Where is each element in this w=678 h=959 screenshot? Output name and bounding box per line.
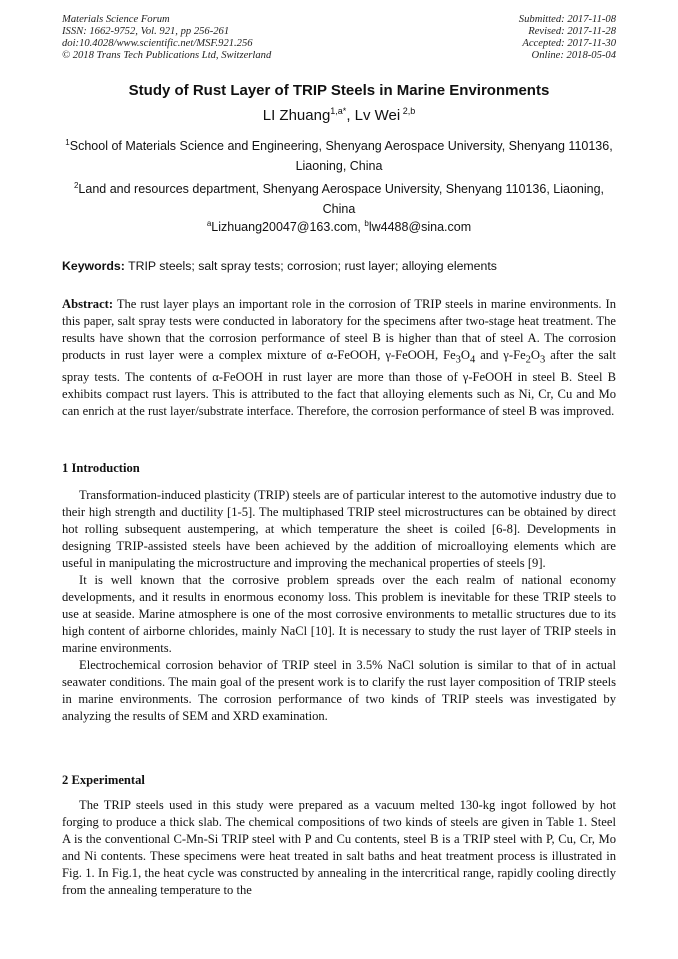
keywords (62, 259, 616, 273)
keywords-label: Keywords: (62, 259, 125, 273)
author-1: LI Zhuang (262, 107, 331, 124)
author-line (0, 106, 678, 124)
author-separator: , (346, 107, 355, 124)
abstract-text-2: and γ-Fe (475, 348, 526, 362)
affiliation-1-text: School of Materials Science and Engineering, Shenyang Aerospace University, Shenyang 110136, Liaoning, China (69, 139, 613, 174)
intro-paragraph: Transformation-induced plasticity (TRIP) steels are of particular interest to the automotive industry due to their high strength and ductility [1-5]. The multiphased TRIP steel microstructures can be obtained by direct hot rolling subsequent austempering, at which temperature the sheet is coiled [6-8]. Developments in designing TRIP-assisted steels have been achieved by the addition of microalloying elements which are useful in manipulating the microstructure and improving the mechanical properties of steels [9]. (62, 488, 616, 570)
intro-paragraph: It is well known that the corrosive problem spreads over the each realm of national economy developments, and it results in enormous economy loss. This problem is inevitable for these TRIP steels to use at seaside. Marine atmosphere is one of the most corrosive environments to metallic structures due to its high content of airborne chlorides, mainly NaCl [10]. It is necessary to study the rust layer of TRIP steels in marine environments. (62, 573, 616, 655)
email-b-mark: b (364, 219, 369, 228)
journal-info (62, 14, 271, 62)
section-heading-experimental: 2 Experimental (62, 773, 145, 787)
abstract-sub: 3 (455, 354, 461, 366)
author-2-affiliation: 2,b (400, 106, 416, 116)
submission-dates (519, 14, 616, 62)
affiliation-2-mark: 2 (73, 181, 79, 190)
email-b: lw4488@sina.com (368, 220, 472, 235)
revised-date: Revised: 2017-11-28 (528, 26, 616, 37)
affiliation-2 (62, 176, 616, 219)
doi-line: doi:10.4028/www.scientific.net/MSF.921.256 (62, 38, 253, 49)
paper-title: Study of Rust Layer of TRIP Steels in Marine Environments (128, 82, 550, 99)
abstract-text-3: after the salt spray tests. The contents of α-FeOOH in rust layer are more than those of γ-FeOOH in steel B. Steel B exhibits compact rust layers. This is attributed to the fact that alloying elements such as Ni, Cr, Cu and Mo can enrich at the rust layer/substrate interface. Therefore, the corrosion performance of steel B was improved. (62, 348, 616, 418)
abstract-sub: 4 (470, 354, 476, 366)
email-a-mark: a (206, 219, 212, 228)
email-a: Lizhuang20047@163.com, (211, 220, 365, 235)
abstract (62, 296, 616, 420)
introduction-body (62, 487, 616, 725)
abstract-label: Abstract: (62, 297, 114, 311)
accepted-date: Accepted: 2017-11-30 (522, 38, 616, 49)
affiliation-2-text: Land and resources department, Shenyang Aerospace University, Shenyang 110136, Liaoning, China (78, 182, 605, 217)
keywords-text: TRIP steels; salt spray tests; corrosion; rust layer; alloying elements (124, 259, 497, 273)
submitted-date: Submitted: 2017-11-08 (518, 14, 616, 25)
author-2: Lv Wei (354, 107, 401, 124)
author-1-affiliation: 1,a* (330, 106, 347, 116)
experimental-paragraph: The TRIP steels used in this study were prepared as a vacuum melted 130-kg ingot followed by hot forging to produce a thick slab. The chemical compositions of two kinds of steels are given in Table 1. Steel A is the conventional C-Mn-Si TRIP steel with P and Cu contents, steel B is a TRIP steel with P, Cu, Cr, Mo and Ni contents. These specimens were heat treated in salt baths and heat treatment process is illustrated in Fig. 1. In Fig.1, the heat cycle was constructed by annealing in the intercritical range, rapidly cooling directly from the annealing temperature to the (62, 798, 616, 897)
journal-name: Materials Science Forum (62, 14, 170, 25)
abstract-text-1: The rust layer plays an important role in the corrosion of TRIP steels in marine environments. In this paper, salt spray tests were conducted in laboratory for the specimens after two-stage heat treatment. The results have shown that the corrosion performance of steel B is higher than that of steel A. The corrosion products in rust layer were a complex mixture of α-FeOOH, γ-FeOOH, Fe (62, 297, 616, 362)
online-date: Online: 2018-05-04 (531, 50, 616, 61)
author-emails (0, 219, 678, 234)
intro-paragraph: Electrochemical corrosion behavior of TRIP steel in 3.5% NaCl solution is similar to that of in actual seawater conditions. The main goal of the present work is to clarify the rust layer composition of TRIP steels in marine environments. The corrosion performance of two kinds of TRIP steels was investigated by analyzing the results of SEM and XRD examination. (62, 658, 616, 723)
abstract-chem: O (460, 348, 471, 362)
section-heading-introduction: 1 Introduction (62, 461, 140, 475)
issn-line: ISSN: 1662-9752, Vol. 921, pp 256-261 (62, 26, 230, 37)
abstract-chem: O (530, 348, 541, 362)
experimental-body (62, 797, 616, 899)
abstract-sub: 2 (525, 354, 531, 366)
abstract-sub: 3 (540, 354, 546, 366)
affiliation-1-mark: 1 (65, 138, 70, 147)
copyright-line: © 2018 Trans Tech Publications Ltd, Switzerland (62, 50, 272, 61)
affiliation-1 (62, 133, 616, 176)
